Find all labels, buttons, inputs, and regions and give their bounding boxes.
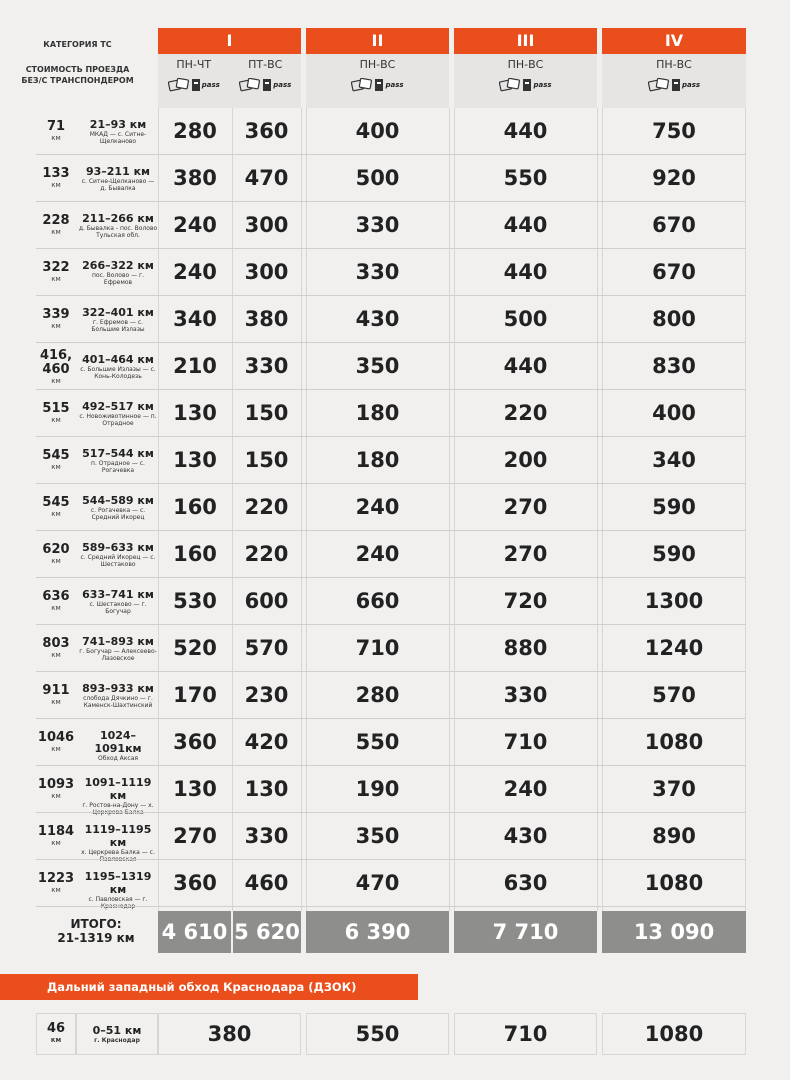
price-cell: 240: [355, 495, 400, 519]
price-cell: 160: [173, 542, 217, 566]
category-header-4: [602, 28, 746, 108]
segment-description: с. Шестаково — г. Богучар: [89, 601, 147, 615]
table-row: [0, 860, 790, 907]
km-marker: [36, 766, 76, 813]
km-value: 911: [42, 683, 70, 698]
segment-cell: [78, 437, 158, 484]
dzok-title: Дальний западный обход Краснодара (ДЗОК): [0, 974, 418, 1000]
segment-description: МКАД — с. Ситне-Щелканово: [89, 131, 147, 145]
cost-label-line-2: БЕЗ/С ТРАНСПОНДЕРОМ: [21, 76, 134, 85]
price-cell: 710: [503, 730, 548, 754]
category-sub-3: [454, 54, 597, 108]
table-row: [0, 484, 790, 531]
price-cell: 130: [244, 777, 289, 801]
table-row: [0, 813, 790, 860]
km-unit: км: [51, 228, 61, 236]
km-unit: км: [51, 651, 61, 659]
table-row: [0, 249, 790, 296]
segment-range: 21–93 км: [89, 118, 147, 131]
km-unit: км: [51, 839, 61, 847]
day-label-fri-sun: ПТ-ВС: [248, 57, 283, 71]
segment-cell: [78, 390, 158, 437]
dzok-price: 550: [306, 1013, 449, 1055]
day-label: ПН-ВС: [507, 57, 544, 71]
category-header-3: [454, 28, 597, 108]
table-row: [0, 578, 790, 625]
price-cell: 150: [244, 448, 289, 472]
transponder-icon: [351, 78, 403, 92]
price-cell: 130: [173, 401, 217, 425]
price-cell: 240: [173, 260, 217, 284]
km-marker: [36, 531, 76, 578]
table-row: [0, 719, 790, 766]
km-marker: [36, 155, 76, 202]
price-cell: 400: [652, 401, 696, 425]
segment-cell: [78, 813, 158, 860]
price-cell: 130: [173, 777, 217, 801]
price-cell: 130: [173, 448, 217, 472]
total-value: 5 620: [233, 911, 301, 953]
price-cell: 570: [652, 683, 696, 707]
price-cell: 350: [355, 354, 400, 378]
dzok-price: 1080: [602, 1013, 746, 1055]
price-cell: 430: [503, 824, 548, 848]
cost-label-line-1: СТОИМОСТЬ ПРОЕЗДА: [25, 65, 130, 74]
dzok-price: 710: [454, 1013, 597, 1055]
km-unit: км: [51, 275, 61, 283]
km-value: 545: [42, 448, 70, 463]
price-cell: 1080: [644, 871, 704, 895]
price-cell: 360: [173, 871, 217, 895]
price-cell: 330: [244, 354, 289, 378]
price-cell: 440: [503, 213, 548, 237]
price-cell: 670: [652, 213, 696, 237]
pass-label: pass: [681, 81, 701, 89]
segment-range: 893–933 км: [82, 682, 154, 695]
segment-cell: [78, 531, 158, 578]
km-marker: [36, 484, 76, 531]
price-cell: 240: [503, 777, 548, 801]
price-cell: 670: [652, 260, 696, 284]
km-unit: км: [51, 377, 61, 385]
km-unit: км: [51, 557, 61, 565]
segment-description: с. Средний Икорец — с. Шестаково: [80, 554, 156, 568]
total-value: 6 390: [306, 911, 449, 953]
price-cell: 330: [503, 683, 548, 707]
price-cell: 440: [503, 260, 548, 284]
price-cell: 1080: [644, 730, 704, 754]
category-label: КАТЕГОРИЯ ТС: [43, 40, 112, 49]
segment-range: 544–589 км: [82, 494, 154, 507]
segment-cell: [78, 625, 158, 672]
segment-description: с. Павловская — г.: [88, 896, 148, 903]
km-value: 515: [42, 401, 70, 416]
segment-description: д. Бывалка - пос. Волово Тульская обл.: [78, 225, 158, 239]
price-cell: 420: [244, 730, 289, 754]
km-marker: [36, 578, 76, 625]
price-cell: 890: [652, 824, 696, 848]
price-cell: 530: [173, 589, 217, 613]
segment-description: Обход Аксая: [97, 755, 138, 762]
price-cell: 330: [244, 824, 289, 848]
table-row: [0, 108, 790, 155]
km-value: 71: [46, 119, 66, 134]
dzok-range: 0–51 км: [92, 1024, 142, 1037]
km-value: 416, 460: [39, 348, 73, 377]
segment-description: с. Рогачевка — с. Средний Икорец: [90, 507, 146, 521]
dzok-km: [36, 1013, 76, 1055]
km-unit: км: [51, 698, 61, 706]
category-header-1: [158, 28, 301, 108]
price-cell: 190: [355, 777, 400, 801]
price-cell: 380: [244, 307, 289, 331]
price-cell: 340: [652, 448, 696, 472]
km-unit: км: [51, 322, 61, 330]
segment-range: 517–544 км: [82, 447, 154, 460]
segment-range: 322–401 км: [82, 306, 154, 319]
segment-cell: [78, 108, 158, 155]
km-value: 1093: [37, 777, 75, 792]
price-cell: 270: [503, 495, 548, 519]
segment-description: пос. Волово — г. Ефремов: [91, 272, 145, 286]
pass-label: pass: [385, 81, 404, 89]
price-cell: 470: [244, 166, 289, 190]
segment-cell: [78, 578, 158, 625]
segment-description: г. Ефремов — с. Большие Излазы: [91, 319, 145, 333]
segment-description: слобода Дячкино — г. Каменск-Шахтинский: [83, 695, 153, 709]
price-cell: 570: [244, 636, 289, 660]
segment-cell: [78, 249, 158, 296]
price-cell: 1240: [644, 636, 704, 660]
pass-label: pass: [533, 81, 552, 89]
km-unit: км: [50, 1036, 62, 1044]
price-cell: 220: [244, 542, 289, 566]
km-marker: [36, 249, 76, 296]
km-value: 322: [42, 260, 70, 275]
price-cell: 1300: [644, 589, 704, 613]
segment-range: 1091–1119 км: [84, 776, 152, 802]
segment-cell: [78, 860, 158, 907]
segment-range: 741–893 км: [82, 635, 154, 648]
totals-row: [0, 911, 790, 953]
category-roman-3: III: [454, 28, 597, 54]
price-cell: 210: [173, 354, 217, 378]
km-value: 339: [42, 307, 70, 322]
price-cell: 400: [355, 119, 400, 143]
price-cell: 360: [244, 119, 289, 143]
cost-label: [0, 64, 155, 86]
category-sub-4: [602, 54, 746, 108]
segment-range: 1195–1319 км: [84, 870, 152, 896]
km-marker: [36, 108, 76, 155]
price-cell: 280: [173, 119, 217, 143]
segment-description: х. Церкрева Балка — с.: [81, 849, 155, 856]
segment-cell: [78, 155, 158, 202]
segment-cell: [78, 672, 158, 719]
price-cell: 440: [503, 354, 548, 378]
day-label: ПН-ВС: [359, 57, 396, 71]
segment-description: с. Большие Излазы — с. Конь-Колодезь: [80, 366, 156, 380]
km-value: 133: [42, 166, 70, 181]
category-roman-2: II: [306, 28, 449, 54]
km-unit: км: [51, 181, 61, 189]
price-cell: 330: [355, 213, 400, 237]
totals-label-line-2: 21-1319 км: [57, 931, 135, 945]
table-row: [0, 343, 790, 390]
price-cell: 340: [173, 307, 217, 331]
pass-label: pass: [273, 81, 292, 89]
price-cell: 150: [244, 401, 289, 425]
row-divider: [36, 906, 746, 907]
segment-range: 1024–1091км: [94, 729, 142, 755]
km-marker: [36, 813, 76, 860]
day-label-mon-thu: ПН-ЧТ: [176, 57, 212, 71]
table-row: [0, 672, 790, 719]
km-unit: км: [51, 416, 61, 424]
transponder-icon: [239, 78, 291, 92]
dzok-row: [0, 1013, 790, 1055]
price-cell: 160: [173, 495, 217, 519]
km-marker: [36, 296, 76, 343]
transponder-icon: [499, 78, 551, 92]
price-cell: 720: [503, 589, 548, 613]
total-value: 13 090: [602, 911, 746, 953]
price-cell: 280: [355, 683, 400, 707]
price-cell: 550: [503, 166, 548, 190]
price-cell: 170: [173, 683, 217, 707]
segment-cell: [78, 202, 158, 249]
segment-cell: [78, 343, 158, 390]
km-value: 545: [42, 495, 70, 510]
category-sub-2: [306, 54, 449, 108]
price-cell: 370: [652, 777, 696, 801]
price-cell: 440: [503, 119, 548, 143]
transponder-icon: [648, 78, 700, 92]
km-unit: км: [51, 463, 61, 471]
category-roman-4: IV: [602, 28, 746, 54]
price-cell: 430: [355, 307, 400, 331]
km-value: 228: [42, 213, 70, 228]
segment-description: г. Ростов-на-Дону — х.: [82, 802, 154, 809]
price-cell: 230: [244, 683, 289, 707]
total-value: 4 610: [158, 911, 231, 953]
km-value: 620: [42, 542, 70, 557]
segment-range: 401–464 км: [82, 353, 154, 366]
segment-cell: [78, 296, 158, 343]
header-labels: [0, 28, 155, 108]
km-value: 636: [42, 589, 70, 604]
km-marker: [36, 625, 76, 672]
segment-range: 1119–1195 км: [84, 823, 152, 849]
totals-label: [36, 917, 156, 945]
segment-description: с. Новоживотинное — п. Отрадное: [79, 413, 157, 427]
km-unit: км: [51, 134, 61, 142]
table-row: [0, 390, 790, 437]
category-roman-1: I: [158, 28, 301, 54]
km-unit: км: [51, 604, 61, 612]
km-marker: [36, 437, 76, 484]
segment-range: 266–322 км: [82, 259, 154, 272]
price-cell: 220: [503, 401, 548, 425]
km-unit: км: [51, 510, 61, 518]
total-value: 7 710: [454, 911, 597, 953]
segment-range: 93–211 км: [85, 165, 151, 178]
price-cell: 460: [244, 871, 289, 895]
price-cell: 500: [355, 166, 400, 190]
price-cell: 330: [355, 260, 400, 284]
km-unit: км: [51, 886, 61, 894]
table-row: [0, 437, 790, 484]
day-label: ПН-ВС: [656, 57, 692, 71]
price-cell: 180: [355, 401, 400, 425]
price-cell: 590: [652, 542, 696, 566]
price-cell: 660: [355, 589, 400, 613]
price-cell: 800: [652, 307, 696, 331]
table-row: [0, 531, 790, 578]
segment-cell: [78, 484, 158, 531]
price-cell: 200: [503, 448, 548, 472]
price-cell: 880: [503, 636, 548, 660]
km-marker: [36, 672, 76, 719]
price-cell: 350: [355, 824, 400, 848]
price-cell: 600: [244, 589, 289, 613]
transponder-icon: [168, 78, 220, 92]
price-cell: 360: [173, 730, 217, 754]
totals-label-line-1: ИТОГО:: [70, 917, 122, 931]
km-unit: км: [51, 745, 61, 753]
table-row: [0, 202, 790, 249]
segment-range: 211–266 км: [82, 212, 154, 225]
price-cell: 550: [355, 730, 400, 754]
price-cell: 520: [173, 636, 217, 660]
dzok-segment: [76, 1013, 158, 1055]
dzok-km-value: 46: [46, 1021, 66, 1036]
price-cell: 630: [503, 871, 548, 895]
table-row: [0, 155, 790, 202]
km-marker: [36, 343, 76, 390]
segment-description: п. Отрадное — с. Рогачевка: [91, 460, 145, 474]
price-cell: 220: [244, 495, 289, 519]
pass-label: pass: [201, 81, 220, 89]
category-sub-1: [158, 54, 301, 108]
price-cell: 300: [244, 260, 289, 284]
price-cell: 920: [652, 166, 696, 190]
price-cell: 500: [503, 307, 548, 331]
category-header-2: [306, 28, 449, 108]
km-value: 1184: [37, 824, 75, 839]
km-unit: км: [51, 792, 61, 800]
segment-description: с. Ситне-Щелканово — д. Бывалка: [81, 178, 155, 192]
price-cell: 830: [652, 354, 696, 378]
km-value: 1223: [37, 871, 75, 886]
price-cell: 590: [652, 495, 696, 519]
price-cell: 180: [355, 448, 400, 472]
price-cell: 240: [173, 213, 217, 237]
segment-range: 589–633 км: [82, 541, 154, 554]
km-marker: [36, 202, 76, 249]
km-marker: [36, 860, 76, 907]
dzok-price: 380: [158, 1013, 301, 1055]
price-cell: 270: [173, 824, 217, 848]
table-row: [0, 625, 790, 672]
segment-range: 633–741 км: [82, 588, 154, 601]
table-row: [0, 296, 790, 343]
segment-cell: [78, 719, 158, 766]
km-value: 1046: [37, 730, 75, 745]
price-cell: 270: [503, 542, 548, 566]
segment-cell: [78, 766, 158, 813]
table-row: [0, 766, 790, 813]
price-cell: 300: [244, 213, 289, 237]
km-marker: [36, 719, 76, 766]
km-marker: [36, 390, 76, 437]
price-cell: 470: [355, 871, 400, 895]
segment-range: 492–517 км: [82, 400, 154, 413]
price-cell: 750: [652, 119, 696, 143]
price-cell: 380: [173, 166, 217, 190]
price-cell: 710: [355, 636, 400, 660]
dzok-desc: г. Краснодар: [94, 1037, 140, 1044]
price-cell: 240: [355, 542, 400, 566]
km-value: 803: [42, 636, 70, 651]
segment-description: г. Богучар — Алексеево-Лазовское: [79, 648, 157, 662]
